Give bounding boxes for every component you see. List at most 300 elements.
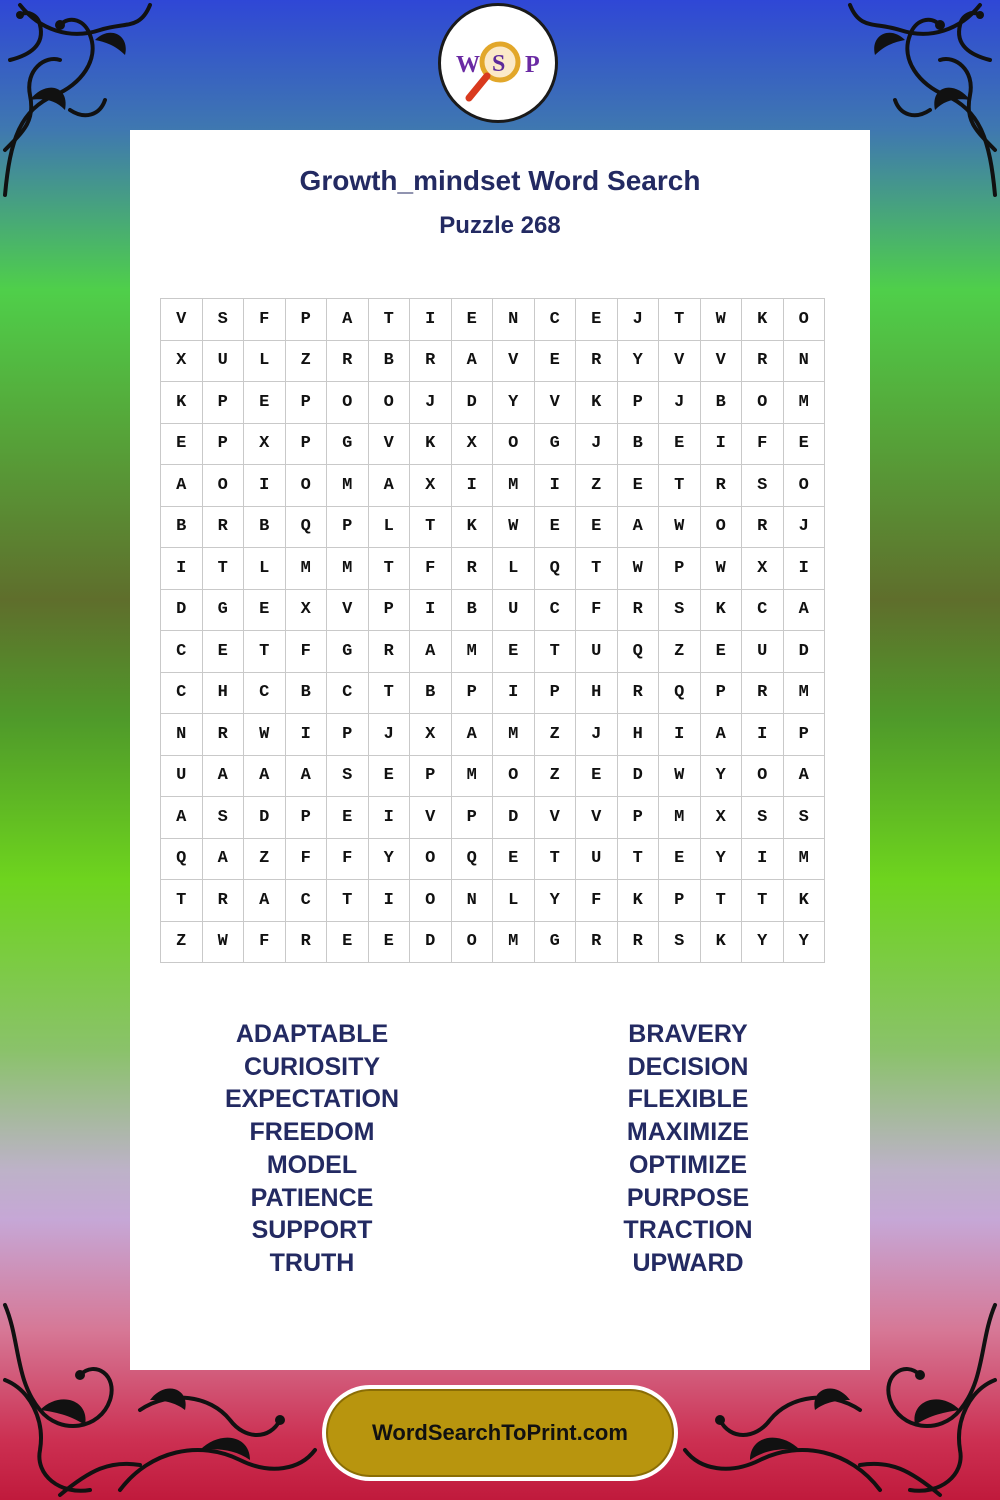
- grid-row: [161, 714, 825, 756]
- grid-cell[interactable]: T: [161, 880, 203, 922]
- grid-cell[interactable]: R: [368, 631, 410, 673]
- grid-cell[interactable]: W: [659, 506, 701, 548]
- grid-cell[interactable]: C: [742, 589, 784, 631]
- grid-cell[interactable]: P: [285, 797, 327, 839]
- grid-cell[interactable]: X: [244, 423, 286, 465]
- grid-cell[interactable]: U: [161, 755, 203, 797]
- grid-cell[interactable]: E: [161, 423, 203, 465]
- grid-cell[interactable]: F: [576, 880, 618, 922]
- grid-cell[interactable]: O: [742, 382, 784, 424]
- grid-cell[interactable]: I: [742, 714, 784, 756]
- grid-cell[interactable]: O: [202, 465, 244, 507]
- word-item: UPWARD: [632, 1248, 744, 1277]
- grid-cell[interactable]: E: [576, 299, 618, 341]
- word-list-right: [538, 1018, 838, 1280]
- puzzle-card: [130, 130, 870, 1370]
- word-item: DECISION: [627, 1052, 749, 1081]
- grid-cell[interactable]: S: [742, 465, 784, 507]
- grid-cell[interactable]: R: [410, 340, 452, 382]
- logo-letter-s: S: [492, 51, 506, 77]
- grid-cell[interactable]: I: [493, 672, 535, 714]
- word-item: TRACTION: [623, 1216, 753, 1245]
- grid-cell[interactable]: Q: [161, 838, 203, 880]
- grid-cell[interactable]: J: [576, 714, 618, 756]
- grid-cell[interactable]: A: [451, 340, 493, 382]
- grid-cell[interactable]: P: [617, 382, 659, 424]
- grid-cell[interactable]: J: [368, 714, 410, 756]
- grid-cell[interactable]: H: [617, 714, 659, 756]
- grid-cell[interactable]: T: [617, 838, 659, 880]
- grid-cell[interactable]: L: [493, 880, 535, 922]
- grid-cell[interactable]: A: [700, 714, 742, 756]
- grid-cell[interactable]: T: [576, 548, 618, 590]
- grid-row: [161, 672, 825, 714]
- grid-cell[interactable]: Z: [534, 714, 576, 756]
- word-item: MAXIMIZE: [626, 1118, 750, 1147]
- grid-cell[interactable]: K: [783, 880, 825, 922]
- grid-cell[interactable]: D: [451, 382, 493, 424]
- grid-cell[interactable]: K: [700, 589, 742, 631]
- grid-cell[interactable]: O: [700, 506, 742, 548]
- grid-cell[interactable]: B: [368, 340, 410, 382]
- grid-cell[interactable]: H: [576, 672, 618, 714]
- grid-cell[interactable]: J: [617, 299, 659, 341]
- word-list-left: [162, 1018, 462, 1280]
- grid-cell[interactable]: R: [617, 589, 659, 631]
- grid-cell[interactable]: E: [659, 838, 701, 880]
- grid-cell[interactable]: P: [285, 299, 327, 341]
- grid-cell[interactable]: Z: [244, 838, 286, 880]
- grid-cell[interactable]: P: [202, 382, 244, 424]
- word-item: SUPPORT: [251, 1216, 373, 1245]
- grid-cell[interactable]: M: [783, 838, 825, 880]
- grid-cell[interactable]: T: [534, 838, 576, 880]
- footer-badge: [322, 1385, 678, 1481]
- grid-cell[interactable]: E: [493, 838, 535, 880]
- grid-cell[interactable]: E: [327, 921, 369, 963]
- grid-row: [161, 423, 825, 465]
- grid-cell[interactable]: Z: [161, 921, 203, 963]
- grid-cell[interactable]: I: [244, 465, 286, 507]
- grid-cell[interactable]: T: [659, 465, 701, 507]
- grid-cell[interactable]: A: [368, 465, 410, 507]
- grid-cell[interactable]: D: [493, 797, 535, 839]
- grid-cell[interactable]: F: [285, 631, 327, 673]
- grid-cell[interactable]: W: [244, 714, 286, 756]
- grid-cell[interactable]: F: [244, 299, 286, 341]
- grid-cell[interactable]: F: [410, 548, 452, 590]
- grid-cell[interactable]: P: [451, 797, 493, 839]
- grid-cell[interactable]: O: [493, 755, 535, 797]
- grid-cell[interactable]: J: [410, 382, 452, 424]
- grid-cell[interactable]: A: [617, 506, 659, 548]
- grid-cell[interactable]: T: [659, 299, 701, 341]
- grid-cell[interactable]: A: [783, 755, 825, 797]
- grid-cell[interactable]: W: [659, 755, 701, 797]
- grid-cell[interactable]: V: [410, 797, 452, 839]
- grid-cell[interactable]: D: [161, 589, 203, 631]
- grid-cell[interactable]: E: [244, 382, 286, 424]
- word-item: PATIENCE: [250, 1183, 374, 1212]
- grid-cell[interactable]: T: [368, 299, 410, 341]
- page-title: Growth_mindset Word Search: [299, 165, 701, 196]
- grid-cell[interactable]: B: [617, 423, 659, 465]
- grid-cell[interactable]: W: [202, 921, 244, 963]
- grid-cell[interactable]: T: [327, 880, 369, 922]
- grid-cell[interactable]: G: [327, 631, 369, 673]
- grid-cell[interactable]: A: [244, 755, 286, 797]
- grid-cell[interactable]: N: [161, 714, 203, 756]
- grid-cell[interactable]: K: [576, 382, 618, 424]
- grid-cell[interactable]: F: [244, 921, 286, 963]
- grid-cell[interactable]: P: [700, 672, 742, 714]
- grid-cell[interactable]: A: [244, 880, 286, 922]
- grid-cell[interactable]: N: [493, 299, 535, 341]
- grid-cell[interactable]: X: [285, 589, 327, 631]
- grid-cell[interactable]: A: [327, 299, 369, 341]
- grid-cell[interactable]: U: [493, 589, 535, 631]
- grid-cell[interactable]: I: [700, 423, 742, 465]
- grid-cell[interactable]: D: [410, 921, 452, 963]
- grid-cell[interactable]: R: [742, 672, 784, 714]
- grid-cell[interactable]: X: [410, 465, 452, 507]
- word-item: FLEXIBLE: [627, 1085, 749, 1114]
- grid-cell[interactable]: R: [576, 921, 618, 963]
- grid-cell[interactable]: E: [576, 755, 618, 797]
- grid-cell[interactable]: S: [783, 797, 825, 839]
- grid-cell[interactable]: D: [617, 755, 659, 797]
- puzzle-number: Puzzle 268: [439, 212, 561, 239]
- grid-cell[interactable]: V: [534, 382, 576, 424]
- grid-cell[interactable]: Q: [659, 672, 701, 714]
- grid-cell[interactable]: W: [617, 548, 659, 590]
- grid-cell[interactable]: L: [244, 340, 286, 382]
- grid-cell[interactable]: E: [368, 921, 410, 963]
- grid-cell[interactable]: E: [327, 797, 369, 839]
- grid-cell[interactable]: K: [617, 880, 659, 922]
- grid-cell[interactable]: D: [244, 797, 286, 839]
- grid-row: [161, 299, 825, 341]
- grid-cell[interactable]: U: [742, 631, 784, 673]
- word-item: FREEDOM: [249, 1118, 375, 1147]
- grid-cell[interactable]: Y: [534, 880, 576, 922]
- grid-cell[interactable]: Y: [700, 838, 742, 880]
- grid-cell[interactable]: Z: [659, 631, 701, 673]
- grid-cell[interactable]: Y: [617, 340, 659, 382]
- grid-cell[interactable]: R: [742, 506, 784, 548]
- grid-cell[interactable]: S: [742, 797, 784, 839]
- grid-cell[interactable]: C: [161, 672, 203, 714]
- grid-cell[interactable]: V: [534, 797, 576, 839]
- grid-cell[interactable]: T: [410, 506, 452, 548]
- grid-cell[interactable]: X: [161, 340, 203, 382]
- grid-cell[interactable]: O: [451, 921, 493, 963]
- grid-cell[interactable]: R: [202, 714, 244, 756]
- grid-cell[interactable]: B: [285, 672, 327, 714]
- grid-cell[interactable]: E: [659, 423, 701, 465]
- grid-cell[interactable]: P: [783, 714, 825, 756]
- grid-cell[interactable]: K: [700, 921, 742, 963]
- grid-cell[interactable]: E: [783, 423, 825, 465]
- grid-cell[interactable]: T: [368, 672, 410, 714]
- grid-cell[interactable]: W: [700, 548, 742, 590]
- grid-cell[interactable]: O: [327, 382, 369, 424]
- grid-cell[interactable]: R: [202, 506, 244, 548]
- grid-cell[interactable]: C: [285, 880, 327, 922]
- grid-row: [161, 506, 825, 548]
- grid-cell[interactable]: J: [576, 423, 618, 465]
- letter-grid: [160, 298, 825, 963]
- grid-cell[interactable]: M: [451, 631, 493, 673]
- grid-cell[interactable]: M: [493, 921, 535, 963]
- grid-cell[interactable]: R: [700, 465, 742, 507]
- grid-cell[interactable]: N: [451, 880, 493, 922]
- grid-cell[interactable]: U: [576, 631, 618, 673]
- grid-cell[interactable]: C: [161, 631, 203, 673]
- grid-cell[interactable]: P: [410, 755, 452, 797]
- logo-letter-p: P: [525, 52, 540, 78]
- grid-cell[interactable]: B: [161, 506, 203, 548]
- grid-cell[interactable]: I: [368, 797, 410, 839]
- grid-cell[interactable]: X: [451, 423, 493, 465]
- grid-cell[interactable]: Q: [534, 548, 576, 590]
- grid-cell[interactable]: X: [410, 714, 452, 756]
- grid-cell[interactable]: V: [368, 423, 410, 465]
- grid-cell[interactable]: P: [285, 382, 327, 424]
- grid-cell[interactable]: T: [742, 880, 784, 922]
- grid-cell[interactable]: K: [742, 299, 784, 341]
- grid-cell[interactable]: Q: [285, 506, 327, 548]
- grid-cell[interactable]: V: [576, 797, 618, 839]
- grid-row: [161, 755, 825, 797]
- grid-cell[interactable]: D: [783, 631, 825, 673]
- grid-cell[interactable]: R: [617, 672, 659, 714]
- grid-cell[interactable]: C: [534, 589, 576, 631]
- grid-cell[interactable]: E: [368, 755, 410, 797]
- grid-cell[interactable]: X: [700, 797, 742, 839]
- grid-cell[interactable]: T: [202, 548, 244, 590]
- grid-cell[interactable]: P: [285, 423, 327, 465]
- grid-cell[interactable]: E: [244, 589, 286, 631]
- grid-cell[interactable]: T: [700, 880, 742, 922]
- grid-cell[interactable]: Y: [368, 838, 410, 880]
- grid-cell[interactable]: M: [659, 797, 701, 839]
- grid-cell[interactable]: A: [202, 838, 244, 880]
- grid-row: [161, 589, 825, 631]
- grid-cell[interactable]: R: [327, 340, 369, 382]
- grid-cell[interactable]: C: [327, 672, 369, 714]
- grid-cell[interactable]: O: [783, 299, 825, 341]
- grid-cell[interactable]: O: [742, 755, 784, 797]
- grid-cell[interactable]: O: [285, 465, 327, 507]
- grid-cell[interactable]: B: [244, 506, 286, 548]
- grid-cell[interactable]: F: [742, 423, 784, 465]
- grid-cell[interactable]: G: [534, 423, 576, 465]
- grid-cell[interactable]: T: [244, 631, 286, 673]
- grid-cell[interactable]: I: [285, 714, 327, 756]
- grid-cell[interactable]: P: [327, 506, 369, 548]
- grid-cell[interactable]: O: [410, 838, 452, 880]
- grid-row: [161, 340, 825, 382]
- grid-cell[interactable]: L: [368, 506, 410, 548]
- grid-cell[interactable]: O: [410, 880, 452, 922]
- grid-cell[interactable]: S: [327, 755, 369, 797]
- grid-cell[interactable]: I: [368, 880, 410, 922]
- grid-cell[interactable]: A: [451, 714, 493, 756]
- grid-cell[interactable]: I: [534, 465, 576, 507]
- website-link[interactable]: WordSearchToPrint.com: [326, 1389, 674, 1477]
- grid-cell[interactable]: U: [202, 340, 244, 382]
- grid-cell[interactable]: K: [451, 506, 493, 548]
- grid-cell[interactable]: I: [410, 299, 452, 341]
- grid-cell[interactable]: T: [368, 548, 410, 590]
- grid-cell[interactable]: B: [451, 589, 493, 631]
- grid-cell[interactable]: P: [617, 797, 659, 839]
- grid-cell[interactable]: W: [493, 506, 535, 548]
- word-item: CURIOSITY: [243, 1052, 381, 1081]
- grid-cell[interactable]: F: [285, 838, 327, 880]
- grid-cell[interactable]: P: [534, 672, 576, 714]
- grid-cell[interactable]: P: [202, 423, 244, 465]
- grid-cell[interactable]: I: [783, 548, 825, 590]
- site-logo[interactable]: [438, 3, 558, 123]
- word-item: TRUTH: [269, 1248, 355, 1277]
- grid-cell[interactable]: E: [493, 631, 535, 673]
- grid-cell[interactable]: Q: [451, 838, 493, 880]
- grid-cell[interactable]: V: [659, 340, 701, 382]
- grid-cell[interactable]: M: [285, 548, 327, 590]
- grid-cell[interactable]: A: [161, 797, 203, 839]
- word-item: MODEL: [266, 1150, 358, 1179]
- grid-cell[interactable]: X: [742, 548, 784, 590]
- grid-cell[interactable]: V: [161, 299, 203, 341]
- grid-cell[interactable]: F: [576, 589, 618, 631]
- grid-cell[interactable]: E: [451, 299, 493, 341]
- grid-cell[interactable]: U: [576, 838, 618, 880]
- grid-cell[interactable]: E: [202, 631, 244, 673]
- grid-row: [161, 921, 825, 963]
- grid-cell[interactable]: V: [327, 589, 369, 631]
- grid-cell[interactable]: B: [700, 382, 742, 424]
- grid-cell[interactable]: R: [742, 340, 784, 382]
- grid-cell[interactable]: Y: [493, 382, 535, 424]
- grid-cell[interactable]: A: [161, 465, 203, 507]
- grid-cell[interactable]: Z: [534, 755, 576, 797]
- grid-cell[interactable]: H: [202, 672, 244, 714]
- grid-cell[interactable]: M: [493, 714, 535, 756]
- grid-cell[interactable]: K: [410, 423, 452, 465]
- grid-cell[interactable]: Y: [700, 755, 742, 797]
- grid-cell[interactable]: I: [451, 465, 493, 507]
- grid-cell[interactable]: E: [700, 631, 742, 673]
- grid-cell[interactable]: E: [576, 506, 618, 548]
- grid-cell[interactable]: G: [534, 921, 576, 963]
- word-item: ADAPTABLE: [235, 1020, 389, 1048]
- grid-row: [161, 382, 825, 424]
- grid-cell[interactable]: O: [783, 465, 825, 507]
- grid-cell[interactable]: A: [202, 755, 244, 797]
- grid-cell[interactable]: E: [617, 465, 659, 507]
- grid-row: [161, 797, 825, 839]
- grid-cell[interactable]: P: [368, 589, 410, 631]
- grid-cell[interactable]: R: [617, 921, 659, 963]
- grid-cell[interactable]: S: [659, 921, 701, 963]
- grid-cell[interactable]: M: [327, 465, 369, 507]
- word-item: PURPOSE: [626, 1183, 750, 1212]
- grid-cell[interactable]: W: [700, 299, 742, 341]
- grid-cell[interactable]: Y: [742, 921, 784, 963]
- grid-cell[interactable]: V: [700, 340, 742, 382]
- grid-cell[interactable]: C: [244, 672, 286, 714]
- grid-cell[interactable]: O: [368, 382, 410, 424]
- grid-cell[interactable]: P: [451, 672, 493, 714]
- grid-cell[interactable]: R: [451, 548, 493, 590]
- grid-cell[interactable]: K: [161, 382, 203, 424]
- grid-row: [161, 838, 825, 880]
- grid-cell[interactable]: C: [534, 299, 576, 341]
- grid-cell[interactable]: T: [534, 631, 576, 673]
- grid-cell[interactable]: S: [659, 589, 701, 631]
- grid-cell[interactable]: M: [783, 672, 825, 714]
- grid-row: [161, 631, 825, 673]
- logo-letter-w: W: [456, 52, 480, 78]
- grid-cell[interactable]: P: [659, 880, 701, 922]
- grid-cell[interactable]: A: [783, 589, 825, 631]
- grid-cell[interactable]: Z: [285, 340, 327, 382]
- grid-cell[interactable]: O: [493, 423, 535, 465]
- grid-cell[interactable]: E: [534, 506, 576, 548]
- grid-cell[interactable]: P: [327, 714, 369, 756]
- grid-cell[interactable]: N: [783, 340, 825, 382]
- grid-cell[interactable]: B: [410, 672, 452, 714]
- grid-cell[interactable]: Q: [617, 631, 659, 673]
- grid-cell[interactable]: G: [202, 589, 244, 631]
- grid-cell[interactable]: S: [202, 797, 244, 839]
- word-item: EXPECTATION: [224, 1085, 400, 1114]
- word-item: OPTIMIZE: [628, 1150, 748, 1179]
- grid-cell[interactable]: R: [576, 340, 618, 382]
- grid-cell[interactable]: R: [285, 921, 327, 963]
- grid-cell[interactable]: Y: [783, 921, 825, 963]
- grid-cell[interactable]: R: [202, 880, 244, 922]
- grid-cell[interactable]: L: [493, 548, 535, 590]
- grid-row: [161, 465, 825, 507]
- grid-cell[interactable]: F: [327, 838, 369, 880]
- grid-row: [161, 548, 825, 590]
- grid-cell[interactable]: M: [783, 382, 825, 424]
- grid-cell[interactable]: M: [451, 755, 493, 797]
- grid-cell[interactable]: I: [659, 714, 701, 756]
- grid-cell[interactable]: I: [742, 838, 784, 880]
- grid-cell[interactable]: Z: [576, 465, 618, 507]
- grid-cell[interactable]: E: [534, 340, 576, 382]
- grid-cell[interactable]: I: [161, 548, 203, 590]
- grid-cell[interactable]: M: [327, 548, 369, 590]
- grid-cell[interactable]: A: [285, 755, 327, 797]
- grid-cell[interactable]: I: [410, 589, 452, 631]
- grid-cell[interactable]: S: [202, 299, 244, 341]
- grid-cell[interactable]: J: [659, 382, 701, 424]
- grid-cell[interactable]: V: [493, 340, 535, 382]
- grid-row: [161, 880, 825, 922]
- grid-cell[interactable]: P: [659, 548, 701, 590]
- word-item: BRAVERY: [628, 1020, 748, 1048]
- grid-cell[interactable]: G: [327, 423, 369, 465]
- grid-cell[interactable]: A: [410, 631, 452, 673]
- grid-cell[interactable]: J: [783, 506, 825, 548]
- grid-cell[interactable]: M: [493, 465, 535, 507]
- grid-cell[interactable]: L: [244, 548, 286, 590]
